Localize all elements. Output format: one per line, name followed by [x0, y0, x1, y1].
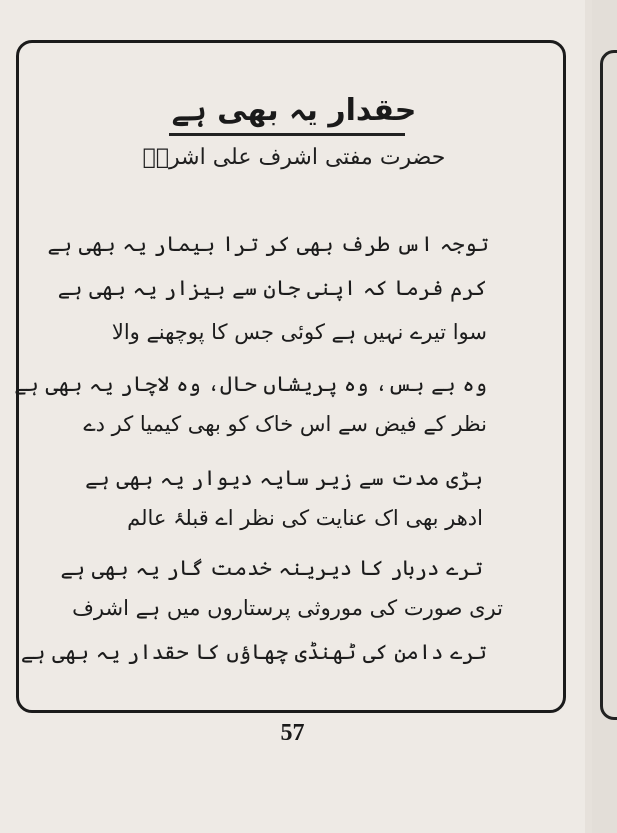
verse-line: نظر کے فیض سے اس خاک کو بھی کیمیا کر دے: [83, 412, 487, 436]
title-underline: [169, 133, 405, 136]
page-number: 57: [280, 720, 305, 746]
verse-line: ترے دربار کا دیرینہ خدمت گار یہ بھی ہے: [60, 556, 483, 580]
page-border-frame: [16, 40, 566, 713]
poem-title: حقدار یہ بھی ہے: [171, 93, 417, 128]
verse-line: ترے دامن کی ٹھنڈی چھاؤں کا حقدار یہ بھی ہے: [20, 640, 487, 664]
verse-line: ادھر بھی اک عنایت کی نظر اے قبلۂ عالم: [127, 506, 483, 530]
verse-line: بڑی مدت سے زیر سایہ دیوار یہ بھی ہے: [85, 466, 483, 490]
adjacent-page-frame: [600, 50, 617, 720]
poem-author: حضرت مفتی اشرف علی اشرفؒ: [142, 145, 446, 170]
verse-line: توجہ اس طرف بھی کر ترا بیمار یہ بھی ہے: [47, 232, 489, 256]
verse-line: سوا تیرے نہیں ہے کوئی جس کا پوچھنے والا: [111, 320, 487, 344]
verse-line: تری صورت کی موروثی پرستاروں میں ہے اشرف: [72, 596, 503, 620]
verse-line: وہ بے بس، وہ پریشاں حال، وہ لاچار یہ بھی ہے: [14, 372, 487, 396]
verse-line: کرم فرما کہ اپنی جان سے بیزار یہ بھی ہے: [57, 276, 487, 300]
